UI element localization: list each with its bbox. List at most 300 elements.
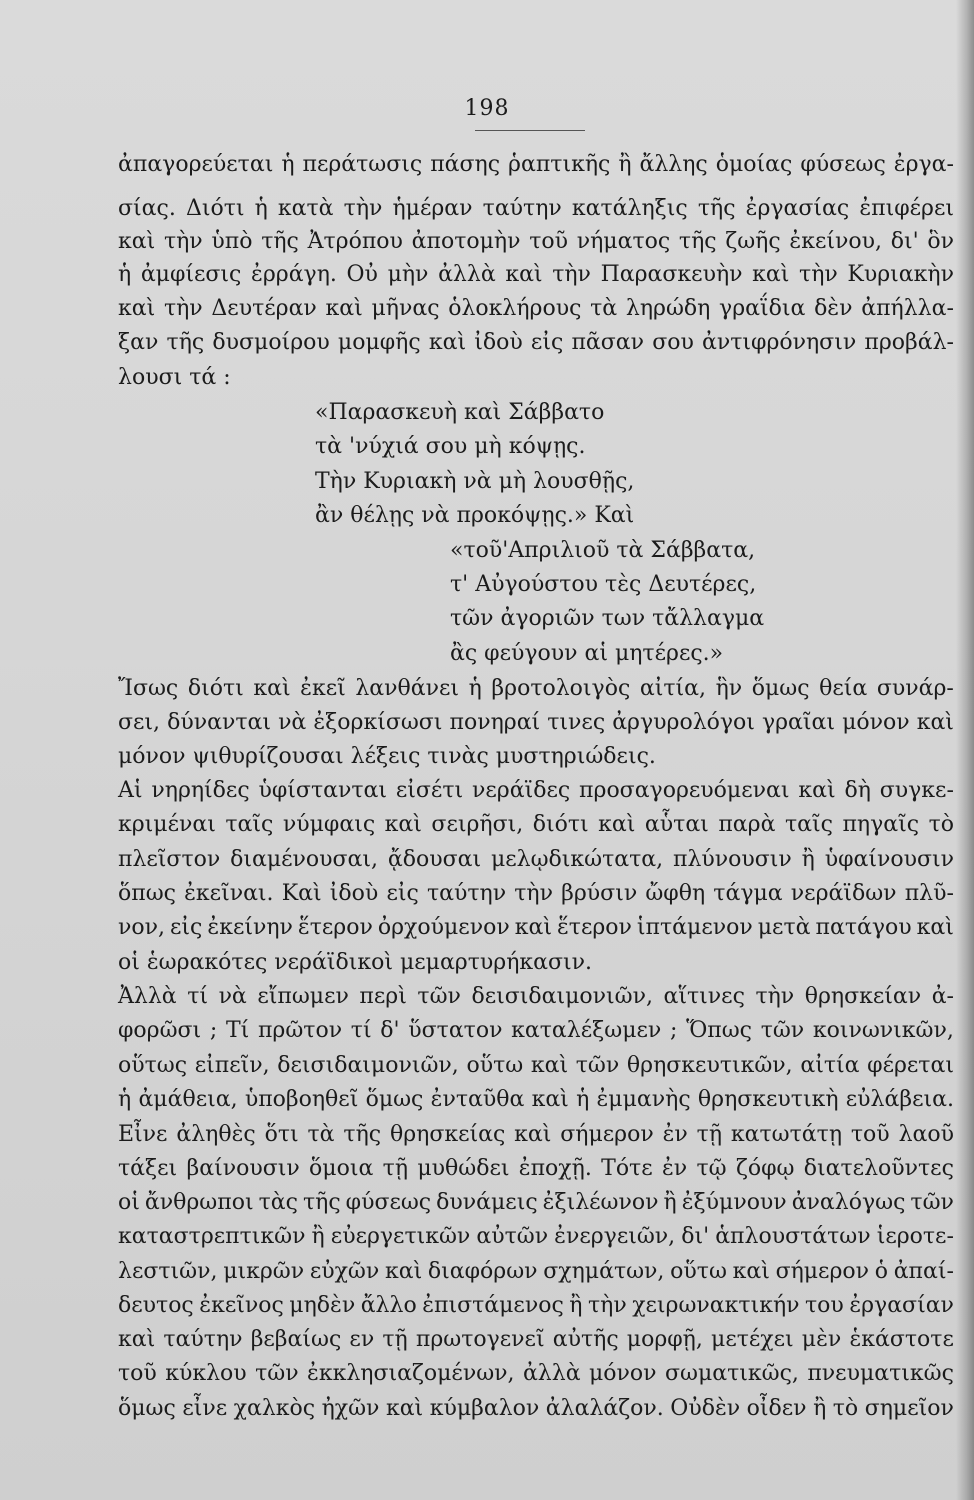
text-token: εὐλάβεια.: [845, 1087, 954, 1112]
text-token: κύκλου: [165, 1361, 247, 1386]
text-token: καὶ: [428, 330, 467, 355]
text-token: Αἱ: [118, 778, 143, 803]
text-token: ὀρχούμενον: [377, 915, 510, 940]
text-token: κριμέναι: [118, 812, 216, 837]
text-token: ἠχῶν: [321, 1396, 380, 1421]
header-rule: [475, 130, 585, 131]
text-token: ὅτι: [264, 1122, 299, 1147]
text-token: ἰδοὺ: [474, 330, 523, 355]
text-token: νὰ: [218, 984, 247, 1009]
text-line-content: [118, 227, 954, 257]
text-token: σημεῖον: [864, 1396, 954, 1421]
text-token: τῆς: [678, 229, 717, 254]
text-token: ὁμοίας: [715, 152, 793, 177]
text-token: αἰτία: [800, 1053, 860, 1078]
text-token: βεβαίως: [250, 1327, 342, 1352]
text-token: εν: [349, 1327, 375, 1352]
text-token: συνάρ-: [876, 676, 954, 701]
text-token: καταλέξωμεν: [511, 1018, 662, 1043]
text-token: μικρῶν: [223, 1259, 305, 1284]
text-token: σει,: [118, 710, 161, 735]
text-token: ἢ: [311, 1224, 325, 1249]
text-token: τί: [187, 984, 208, 1009]
text-token: τοῦ: [529, 229, 569, 254]
text-token: περάτωσις: [302, 152, 423, 177]
text-token: Ἀλλὰ: [118, 984, 177, 1009]
text-line-content: [118, 845, 954, 875]
text-token: πονηραί: [449, 710, 541, 735]
text-token: ἡμέραν: [392, 196, 473, 221]
text-token: τάξει: [118, 1156, 178, 1181]
text-token: εὐεργετικῶν: [330, 1224, 471, 1249]
text-token: ἱεροτε-: [876, 1224, 954, 1249]
text-token: γραῖαι: [761, 710, 836, 735]
text-token: ἀπαγορεύεται: [118, 152, 274, 177]
text-line-content: Τὴν Κυριακὴ νὰ μὴ λουσθῇς,: [315, 469, 635, 494]
text-token: παρὰ: [718, 812, 776, 837]
text-token: ἢ: [618, 152, 632, 177]
text-token: μόνον: [589, 1361, 657, 1386]
text-line-content: [118, 1394, 954, 1424]
text-token: Διότι: [185, 196, 245, 221]
text-token: τὸ: [832, 1396, 859, 1421]
text-token: μελῳδικώτατα,: [490, 847, 664, 872]
text-token: ταύτην: [482, 196, 562, 221]
text-token: μετέχει: [711, 1327, 794, 1352]
text-line-content: [118, 1154, 954, 1184]
text-token: αἵτινες: [663, 984, 745, 1009]
text-token: τὴν: [163, 296, 203, 321]
text-token: πᾶσαν: [571, 330, 645, 355]
text-line-content: [118, 328, 954, 358]
text-token: Εἶνε: [118, 1122, 168, 1147]
text-token: τὴν: [552, 262, 591, 287]
text-line-content: [118, 879, 954, 909]
text-token: τῆς: [697, 196, 736, 221]
text-token: ἄλλης: [639, 152, 708, 177]
text-token: θρησκευτικὴ: [697, 1087, 839, 1112]
text-token: περὶ: [359, 984, 407, 1009]
text-token: αἰτία,: [639, 676, 706, 701]
text-token: ἡ: [118, 1087, 132, 1112]
text-token: ἀπήλλα-: [861, 296, 954, 321]
text-line-content: «Παρασκευὴ καὶ Σάββατο: [315, 400, 605, 425]
text-token: ζόφῳ: [735, 1156, 795, 1181]
page-edge-shadow: [956, 0, 974, 1500]
text-line-content: [118, 674, 954, 704]
text-line-content: [118, 1359, 954, 1389]
text-token: ἡ: [281, 152, 295, 177]
text-token: ὑφίστανται: [258, 778, 388, 803]
text-token: ἐμμανὴς: [596, 1087, 691, 1112]
text-token: τῇ: [382, 1327, 408, 1352]
text-token: εἰς: [530, 330, 564, 355]
text-token: πατάγου: [815, 915, 912, 940]
text-token: ὑποβοηθεῖ: [244, 1087, 359, 1112]
text-token: τάγμα: [713, 881, 783, 906]
text-token: καὶ: [514, 1122, 552, 1147]
text-line-content: μόνον ψιθυρίζουσαι λέξεις τινὰς μυστηριώδεις.: [118, 744, 656, 769]
text-token: κύμβαλον: [429, 1396, 540, 1421]
text-token: ἐκεῖ: [300, 676, 346, 701]
text-token: ὅπως: [118, 881, 176, 906]
text-token: ὅμως: [365, 1087, 424, 1112]
text-token: τὸ: [928, 812, 954, 837]
text-token: σήμερον: [560, 1122, 654, 1147]
text-token: ἡ: [468, 676, 482, 701]
text-token: καὶ: [118, 229, 156, 254]
text-line-content: τ' Αὐγούστου τὲς Δευτέρες,: [450, 572, 757, 597]
text-token: τὴν: [343, 196, 383, 221]
text-token: αὐτῆς: [552, 1327, 619, 1352]
text-token: κατάληξις: [571, 196, 688, 221]
text-line-content: τὰ 'νύχιά σου μὴ κόψῃς.: [315, 434, 586, 459]
text-token: Τότε: [601, 1156, 653, 1181]
text-token: τὴν: [587, 1293, 627, 1318]
text-token: ἐκείνην: [207, 915, 293, 940]
text-line-content: τῶν ἀγοριῶν των τἄλλαγμα: [450, 606, 765, 631]
text-token: ἐνταῦθα: [430, 1087, 525, 1112]
text-token: ἢ: [569, 1293, 583, 1318]
text-token: κατωτάτῃ: [730, 1122, 843, 1147]
text-token: ὁ: [874, 1259, 888, 1284]
text-token: τῆς: [261, 229, 299, 254]
text-token: κατὰ: [277, 196, 334, 221]
text-token: προσαγορευόμεναι: [579, 778, 790, 803]
text-token: καὶ: [531, 1087, 569, 1112]
text-token: αὐτῶν: [476, 1224, 549, 1249]
text-token: ;: [209, 1018, 218, 1043]
text-token: οἶδεν: [746, 1396, 807, 1421]
text-token: δυσμοίρου: [212, 330, 330, 355]
text-token: ἐνεργειῶν,: [554, 1224, 676, 1249]
text-token: ἐν: [662, 1122, 688, 1147]
text-token: ταῖς: [784, 812, 833, 837]
text-token: δύνανται: [167, 710, 271, 735]
text-line-content: [118, 1188, 954, 1218]
text-token: δυνάμεις: [436, 1190, 538, 1215]
text-token: ὁλοκλήρους: [448, 296, 582, 321]
text-token: γραΐδια: [719, 296, 806, 321]
text-token: σχημάτων,: [543, 1259, 665, 1284]
text-token: χειρωνακτικήν: [632, 1293, 800, 1318]
text-line-content: [118, 1051, 954, 1081]
text-token: ληρώδη: [625, 296, 711, 321]
text-token: φέρεται: [867, 1053, 954, 1078]
text-token: ᾄδουσαι: [387, 847, 482, 872]
text-token: καὶ: [505, 262, 543, 287]
text-token: καὶ: [732, 1259, 770, 1284]
text-token: οὕτως: [118, 1053, 188, 1078]
text-token: εἰς: [386, 881, 419, 906]
text-token: δευτος: [118, 1293, 194, 1318]
text-token: καὶ: [385, 1396, 424, 1421]
text-token: ὃν: [927, 229, 954, 254]
text-token: τὴν: [163, 229, 203, 254]
text-token: ἰδοὺ: [329, 881, 379, 906]
text-token: ἐκείνου,: [789, 229, 882, 254]
text-token: ἀλλὰ: [522, 1361, 581, 1386]
text-token: εἰπεῖν,: [194, 1053, 270, 1078]
text-token: ἄλλο: [360, 1293, 417, 1318]
text-token: Οὐ: [346, 262, 378, 287]
text-token: ἀμάθεια,: [138, 1087, 238, 1112]
text-token: ἐργασίας: [745, 196, 850, 221]
text-token: βαίνουσιν: [186, 1156, 300, 1181]
text-token: ἐργασίαν: [849, 1293, 954, 1318]
text-token: αὗται: [644, 812, 709, 837]
text-token: λανθάνει: [355, 676, 460, 701]
text-token: τῶν: [760, 1018, 805, 1043]
text-line-content: «τοῦ'Απριλιοῦ τὰ Σάββατα,: [450, 538, 756, 563]
text-token: ὑπὸ: [211, 229, 253, 254]
text-token: Τί: [225, 1018, 250, 1043]
text-token: νηρηίδες: [151, 778, 250, 803]
text-token: μομφῆς: [337, 330, 421, 355]
text-token: πρῶτον: [257, 1018, 343, 1043]
text-token: διότι: [532, 812, 589, 837]
text-token: καταστρεπτικῶν: [118, 1224, 306, 1249]
text-token: ἀ-: [931, 984, 954, 1009]
text-token: σήμερον: [775, 1259, 870, 1284]
text-token: ἐξορκίσωσι: [313, 710, 443, 735]
text-token: ζωῆς: [725, 229, 781, 254]
text-token: τί: [350, 1018, 372, 1043]
text-token: ἐρράγη.: [251, 262, 337, 287]
text-token: Κυριακὴν: [847, 262, 954, 287]
text-token: τῶν: [910, 1190, 954, 1215]
text-token: καὶ: [384, 812, 422, 837]
text-token: Ὅπως: [686, 1018, 752, 1043]
text-token: τὰ: [590, 296, 618, 321]
text-token: νον,: [118, 915, 165, 940]
text-token: ὅμως: [118, 1396, 176, 1421]
text-token: τῆς: [166, 330, 205, 355]
text-token: εἴπωμεν: [257, 984, 349, 1009]
text-token: τῇ: [696, 1122, 723, 1147]
text-token: ἑκάστοτε: [849, 1327, 954, 1352]
text-token: φύσεως: [345, 1190, 432, 1215]
text-token: ἐπιστάμενος: [422, 1293, 564, 1318]
text-line-content: [118, 1325, 954, 1355]
text-token: τὰ: [307, 1122, 335, 1147]
text-line-content: [118, 1016, 954, 1046]
text-token: ἐκκλησιαζομένων,: [307, 1361, 515, 1386]
text-token: καὶ: [798, 778, 836, 803]
text-token: τῷ: [696, 1156, 727, 1181]
text-token: ἀποτομὴν: [411, 229, 521, 254]
text-token: ἄνθρωποι: [144, 1190, 254, 1215]
text-token: εἶνε: [182, 1396, 228, 1421]
text-token: Δευτέραν: [211, 296, 317, 321]
text-token: ἢ: [813, 1396, 827, 1421]
text-token: ἢ: [801, 847, 815, 872]
text-token: βροτολοιγὸς: [491, 676, 631, 701]
text-token: νὰ: [278, 710, 307, 735]
text-token: ἡ: [118, 262, 132, 287]
text-line-content: [118, 294, 954, 324]
text-token: ταῖς: [225, 812, 274, 837]
text-line-content: [118, 150, 954, 180]
text-token: θεία: [819, 676, 868, 701]
text-line-content: ἂν θέλῃς νὰ προκόψῃς.» Καὶ: [315, 503, 635, 528]
text-token: σωματικῶς,: [664, 1361, 799, 1386]
text-token: νεράϊδες: [472, 778, 571, 803]
text-token: δὴ: [844, 778, 871, 803]
text-token: τὴν: [799, 262, 838, 287]
text-token: τῶν: [417, 984, 461, 1009]
text-token: θρησκευτικῶν,: [626, 1053, 793, 1078]
text-token: μυθώδει: [417, 1156, 510, 1181]
text-token: λεστιῶν,: [118, 1259, 218, 1284]
text-token: κοινωνικῶν,: [812, 1018, 954, 1043]
text-token: τῶν: [255, 1361, 299, 1386]
text-token: Ἀτρόπου: [307, 229, 403, 254]
text-line-content: [118, 1120, 954, 1150]
text-token: μὴν: [387, 262, 429, 287]
text-token: ἐργα-: [893, 152, 954, 177]
text-token: καὶ: [752, 262, 790, 287]
text-token: προβάλ-: [864, 330, 954, 355]
text-token: τινες: [547, 710, 606, 735]
text-token: τὰς: [258, 1190, 298, 1215]
text-token: ἕτερον: [556, 915, 632, 940]
text-token: δ': [380, 1018, 400, 1043]
text-token: του: [805, 1293, 844, 1318]
text-token: καὶ: [325, 296, 363, 321]
text-token: καὶ: [253, 676, 291, 701]
text-token: δι': [681, 1224, 710, 1249]
text-token: σειρῆσι,: [431, 812, 524, 837]
text-token: ταύτην: [426, 881, 507, 906]
text-token: μῆνας: [371, 296, 440, 321]
text-token: δεισιδαιμονιῶν,: [277, 1053, 459, 1078]
text-line-content: οἱ ἑωρακότες νεράϊδικοὶ μεμαρτυρήκασιν.: [118, 950, 593, 975]
text-token: οἱ: [118, 1190, 140, 1215]
text-token: ἡ: [254, 196, 268, 221]
text-token: συγκε-: [879, 778, 954, 803]
text-token: ἣν: [715, 676, 743, 701]
text-token: Οὐδὲν: [670, 1396, 741, 1421]
text-token: μόνον: [842, 710, 910, 735]
text-token: μορφῇ,: [626, 1327, 703, 1352]
text-token: ἐξύμνουν: [681, 1190, 787, 1215]
text-token: ἁπλουστάτων: [715, 1224, 871, 1249]
text-token: διατελοῦντες: [803, 1156, 954, 1181]
text-token: ἐκεῖναι.: [184, 881, 274, 906]
text-token: θρησκείαν: [804, 984, 922, 1009]
text-token: ἐπιφέρει: [859, 196, 954, 221]
text-token: ἀναλόγως: [791, 1190, 906, 1215]
page-number: 198: [464, 96, 510, 121]
text-token: φορῶσι: [118, 1018, 202, 1043]
text-token: ;: [669, 1018, 678, 1043]
text-token: ῥαπτικῆς: [508, 152, 611, 177]
text-line-content: ἂς φεύγουν αἱ μητέρες.»: [450, 641, 724, 666]
text-token: πρωτογενεῖ: [415, 1327, 545, 1352]
text-token: μετὰ: [757, 915, 811, 940]
text-token: δὲν: [814, 296, 853, 321]
text-token: τοῦ: [118, 1361, 157, 1386]
text-line-content: [118, 913, 954, 943]
text-token: εἰς: [170, 915, 203, 940]
text-token: καὶ: [916, 915, 954, 940]
text-token: οὕτω: [466, 1053, 524, 1078]
text-token: ἡ: [576, 1087, 590, 1112]
text-token: ἀλλὰ: [438, 262, 496, 287]
text-token: Καὶ: [281, 881, 322, 906]
text-token: ὕστατον: [408, 1018, 503, 1043]
text-token: οὕτω: [670, 1259, 727, 1284]
text-token: εἰσέτι: [395, 778, 464, 803]
text-token: καὶ: [514, 915, 552, 940]
text-token: φύσεως: [800, 152, 886, 177]
text-line-content: [118, 194, 954, 224]
text-line-content: [118, 1291, 954, 1321]
text-token: ἢ: [663, 1190, 677, 1215]
text-line-content: [118, 810, 954, 840]
text-token: ἀληθὲς: [176, 1122, 256, 1147]
text-token: δι': [890, 229, 919, 254]
text-token: ἕτερον: [297, 915, 373, 940]
text-line-content: [118, 1257, 954, 1287]
text-line-content: [118, 708, 954, 738]
text-token: ξαν: [118, 330, 159, 355]
text-token: πλεῖστον: [118, 847, 221, 872]
text-line-content: [118, 260, 954, 290]
text-token: σίας.: [118, 196, 176, 221]
text-token: Παρασκευὴν: [600, 262, 743, 287]
text-token: μηδὲν: [289, 1293, 356, 1318]
text-token: θρησκείας: [389, 1122, 506, 1147]
text-token: καὶ: [916, 710, 954, 735]
text-token: τῆς: [302, 1190, 341, 1215]
text-token: καὶ: [118, 296, 156, 321]
text-token: λαοῦ: [898, 1122, 954, 1147]
text-line-content: λουσι τά :: [118, 365, 231, 390]
text-line-content: [118, 1222, 954, 1252]
text-line-content: [118, 982, 954, 1012]
text-token: νήματος: [576, 229, 671, 254]
text-line-content: [118, 776, 954, 806]
text-line-content: [118, 1085, 954, 1115]
text-token: νεράϊδων: [790, 881, 897, 906]
text-token: διαμένουσαι,: [230, 847, 379, 872]
text-token: ἀλαλάζον.: [545, 1396, 664, 1421]
text-token: ὑφαίνουσιν: [824, 847, 954, 872]
text-token: σου: [652, 330, 694, 355]
text-token: ἐξιλέωνον: [542, 1190, 659, 1215]
text-token: τὴν: [514, 881, 553, 906]
text-token: ἀντιφρόνησιν: [702, 330, 857, 355]
text-token: χαλκὸς: [233, 1396, 316, 1421]
text-token: Ἴσως: [118, 676, 179, 701]
text-token: ἐποχῇ.: [518, 1156, 592, 1181]
text-token: ἐν: [661, 1156, 688, 1181]
text-token: διότι: [187, 676, 244, 701]
text-token: καὶ: [118, 1327, 156, 1352]
text-token: ὅμοια: [309, 1156, 374, 1181]
text-token: τῶν: [575, 1053, 620, 1078]
text-token: ἐκεῖνος: [199, 1293, 284, 1318]
text-token: πνευματικῶς: [807, 1361, 954, 1386]
text-token: καὶ: [530, 1053, 569, 1078]
text-token: δεισιδαιμονιῶν,: [471, 984, 653, 1009]
text-token: ἀμφίεσις: [140, 262, 242, 287]
text-token: τῇ: [382, 1156, 409, 1181]
text-token: πλύνουσιν: [673, 847, 792, 872]
text-token: πλῦ-: [904, 881, 954, 906]
